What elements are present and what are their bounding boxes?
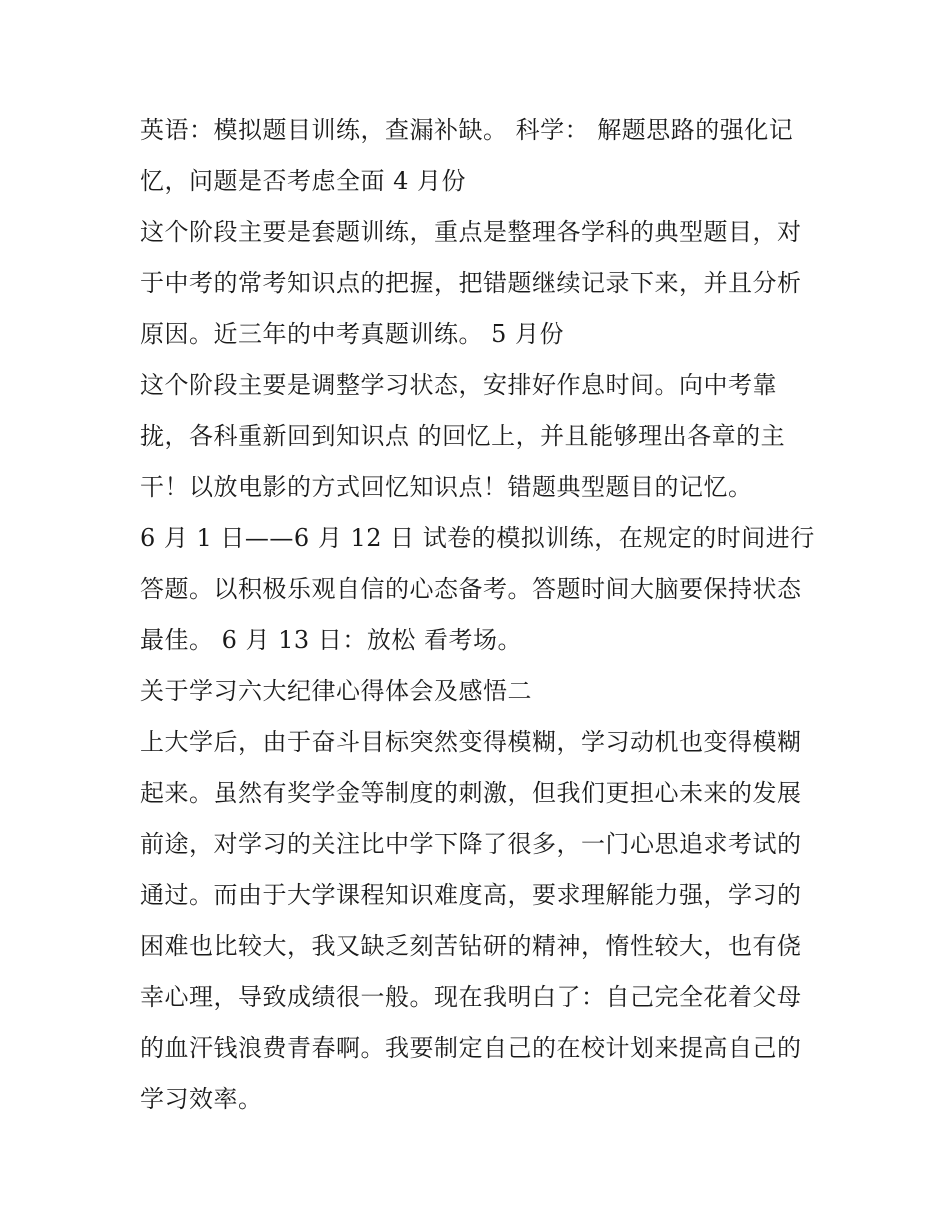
paragraph-may-plan: 这个阶段主要是调整学习状态，安排好作息时间。向中考靠拢，各科重新回到知识点 的回忆上，并且能够理出各章的主干！以放电影的方式回忆知识点！错题典型题目的记忆。	[140, 371, 786, 501]
paragraph-english-science: 英语：模拟题目训练，查漏补缺。 科学： 解题思路的强化记忆，问题是否考虑全面 4 月份	[140, 116, 794, 195]
paragraph-june-plan: 6 月 1 日——6 月 12 日 试卷的模拟训练，在规定的时间进行答题。以积极乐观自信的心态备考。答题时间大脑要保持状态最佳。 6 月 13 日：放松 看考场。	[140, 524, 815, 654]
section-heading: 关于学习六大纪律心得体会及感悟二	[140, 677, 532, 705]
paragraph-university-reflection: 上大学后，由于奋斗目标突然变得模糊，学习动机也变得模糊起来。虽然有奖学金等制度的刺激，但我们更担心未来的发展前途，对学习的关注比中学下降了很多，一门心思追求考试的通过。而由于大学课程知识难度高，要求理解能力强，学习的困难也比较大，我又缺乏刻苦钻研的精神，惰性较大，也有侥幸心理，导致成绩很一般。现在我明白了：自己完全花着父母的血汗钱浪费青春啊。我要制定自己的在校计划来提高自己的学习效率。	[140, 728, 802, 1113]
paragraph-april-plan: 这个阶段主要是套题训练，重点是整理各学科的典型题目，对于中考的常考知识点的把握，把错题继续记录下来，并且分析原因。近三年的中考真题训练。 5 月份	[140, 218, 802, 348]
document-body	[140, 105, 820, 1125]
